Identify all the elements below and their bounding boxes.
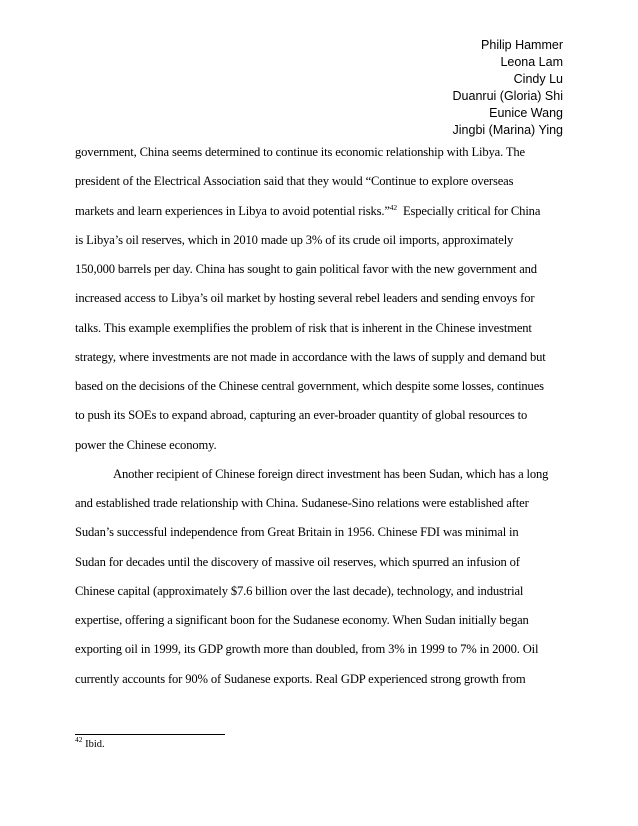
footnote (75, 735, 105, 752)
body-line: power the Chinese economy. (75, 437, 217, 452)
body-line: 150,000 barrels per day. China has sought to gain political favor with the new government and (75, 262, 537, 276)
author-name: Eunice Wang (489, 106, 563, 120)
author-header (453, 37, 563, 139)
author-name: Jingbi (Marina) Ying (452, 123, 563, 137)
author-name: Leona Lam (500, 55, 563, 69)
body-line: exporting oil in 1999, its GDP growth more than doubled, from 3% in 1999 to 7% in 2000. Oil (75, 642, 539, 657)
body-line: government, China seems determined to continue its economic relationship with Libya. The (75, 145, 525, 159)
body-line: expertise, offering a significant boon for the Sudanese economy. When Sudan initially began (75, 613, 529, 627)
paragraph-first-line: Another recipient of Chinese foreign direct investment has been Sudan, which has a long (113, 466, 549, 481)
body-line: Sudan for decades until the discovery of massive oil reserves, which spurred an infusion of (75, 554, 520, 569)
body-line-with-footnote (75, 197, 575, 226)
footnote-reference: 42 (389, 202, 397, 212)
author-name: Cindy Lu (513, 72, 563, 86)
body-line: strategy, where investments are not made in accordance with the laws of supply and demand but (75, 349, 546, 364)
body-line: currently accounts for 90% of Sudanese exports. Real GDP experienced strong growth from (75, 671, 526, 686)
body-line: president of the Electrical Association said that they would “Continue to explore overseas (75, 174, 514, 189)
footnote-divider (75, 734, 225, 735)
footnote-text: Ibid. (82, 739, 105, 750)
body-line: and established trade relationship with China. Sudanese-Sino relations were established after (75, 496, 529, 510)
body-line-continuation: Especially critical for China (396, 203, 541, 218)
body-line: based on the decisions of the Chinese central government, which despite some losses, continues (75, 379, 544, 393)
body-text (75, 138, 575, 694)
author-name: Philip Hammer (481, 38, 563, 52)
body-line: talks. This example exemplifies the problem of risk that is inherent in the Chinese investment (75, 320, 532, 335)
body-line: Sudan’s successful independence from Great Britain in 1956. Chinese FDI was minimal in (75, 525, 519, 540)
body-line: increased access to Libya’s oil market by hosting several rebel leaders and sending envoys for (75, 291, 535, 306)
body-line: is Libya’s oil reserves, which in 2010 made up 3% of its crude oil imports, approximately (75, 232, 514, 247)
body-line: Chinese capital (approximately $7.6 billion over the last decade), technology, and industrial (75, 583, 524, 598)
body-line-text: markets and learn experiences in Libya to avoid potential risks.” (75, 203, 390, 218)
body-line: to push its SOEs to expand abroad, capturing an ever-broader quantity of global resources to (75, 408, 528, 423)
footnote-number: 42 (75, 735, 83, 744)
author-name: Duanrui (Gloria) Shi (452, 89, 563, 103)
